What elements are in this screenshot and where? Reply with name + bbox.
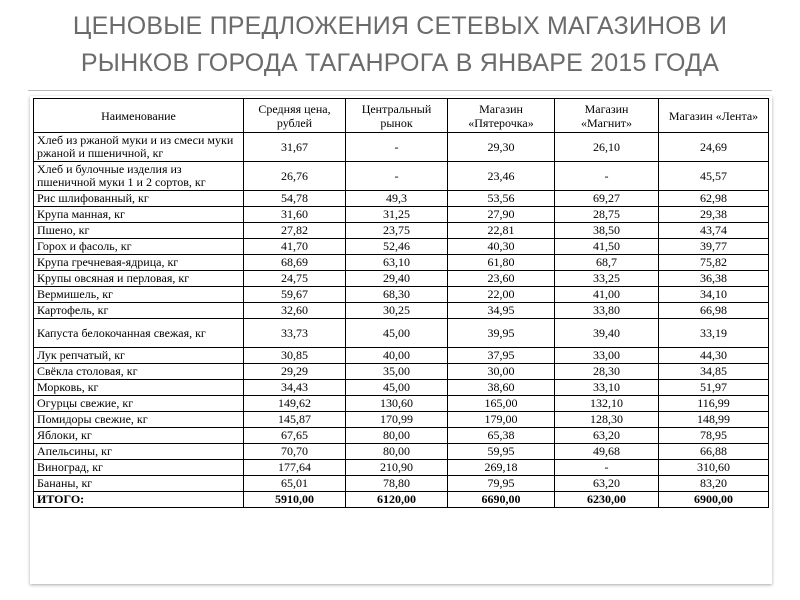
cell-lenta: 83,20 — [659, 476, 769, 492]
table-row — [34, 239, 769, 255]
cell-market: 31,25 — [346, 207, 448, 223]
cell-average: 31,60 — [244, 207, 346, 223]
cell-pyaterochka: 37,95 — [448, 348, 555, 364]
cell-name: Свёкла столовая, кг — [34, 364, 244, 380]
table-row — [34, 133, 769, 162]
cell-lenta: 33,19 — [659, 319, 769, 348]
cell-market: 68,30 — [346, 287, 448, 303]
cell-average: 41,70 — [244, 239, 346, 255]
cell-pyaterochka: 39,95 — [448, 319, 555, 348]
cell-magnit: 28,75 — [555, 207, 659, 223]
cell-lenta: 78,95 — [659, 428, 769, 444]
table-row — [34, 319, 769, 348]
cell-market: 63,10 — [346, 255, 448, 271]
cell-market: - — [346, 133, 448, 162]
header-lenta: Магазин «Лента» — [659, 99, 769, 133]
cell-lenta: 24,69 — [659, 133, 769, 162]
cell-magnit: 28,30 — [555, 364, 659, 380]
page-title — [0, 8, 800, 82]
cell-market: - — [346, 162, 448, 191]
cell-magnit: - — [555, 460, 659, 476]
table-row — [34, 348, 769, 364]
cell-average: 70,70 — [244, 444, 346, 460]
cell-market: 45,00 — [346, 319, 448, 348]
header-pyaterochka: Магазин «Пятерочка» — [448, 99, 555, 133]
cell-average: 177,64 — [244, 460, 346, 476]
cell-pyaterochka: 40,30 — [448, 239, 555, 255]
cell-pyaterochka: 59,95 — [448, 444, 555, 460]
cell-market: 49,3 — [346, 191, 448, 207]
table-row — [34, 412, 769, 428]
cell-average: 24,75 — [244, 271, 346, 287]
cell-pyaterochka: 30,00 — [448, 364, 555, 380]
cell-magnit: 132,10 — [555, 396, 659, 412]
cell-name: Помидоры свежие, кг — [34, 412, 244, 428]
total-lenta: 6900,00 — [659, 492, 769, 508]
table-row — [34, 476, 769, 492]
cell-name: Морковь, кг — [34, 380, 244, 396]
header-magnit: Магазин «Магнит» — [555, 99, 659, 133]
cell-magnit: 33,10 — [555, 380, 659, 396]
cell-lenta: 66,98 — [659, 303, 769, 319]
cell-pyaterochka: 61,80 — [448, 255, 555, 271]
cell-magnit: - — [555, 162, 659, 191]
price-table — [33, 98, 769, 508]
cell-lenta: 34,85 — [659, 364, 769, 380]
header-central-market: Центральный рынок — [346, 99, 448, 133]
cell-magnit: 33,80 — [555, 303, 659, 319]
cell-average: 54,78 — [244, 191, 346, 207]
cell-name: Картофель, кг — [34, 303, 244, 319]
cell-name: Рис шлифованный, кг — [34, 191, 244, 207]
cell-average: 30,85 — [244, 348, 346, 364]
table-row — [34, 191, 769, 207]
cell-pyaterochka: 269,18 — [448, 460, 555, 476]
cell-magnit: 41,00 — [555, 287, 659, 303]
header-name: Наименование — [34, 99, 244, 133]
table-row — [34, 380, 769, 396]
cell-name: Хлеб и булочные изделия из пшеничной муки 1 и 2 сортов, кг — [34, 162, 244, 191]
cell-average: 33,73 — [244, 319, 346, 348]
cell-lenta: 51,97 — [659, 380, 769, 396]
total-label: ИТОГО: — [34, 492, 244, 508]
cell-market: 45,00 — [346, 380, 448, 396]
cell-name: Апельсины, кг — [34, 444, 244, 460]
cell-market: 130,60 — [346, 396, 448, 412]
table-row — [34, 287, 769, 303]
cell-magnit: 69,27 — [555, 191, 659, 207]
page-title-line-1: ЦЕНОВЫЕ ПРЕДЛОЖЕНИЯ СЕТЕВЫХ МАГАЗИНОВ И — [72, 12, 728, 40]
cell-pyaterochka: 22,00 — [448, 287, 555, 303]
cell-magnit: 38,50 — [555, 223, 659, 239]
cell-market: 30,25 — [346, 303, 448, 319]
table-row — [34, 255, 769, 271]
cell-magnit: 128,30 — [555, 412, 659, 428]
cell-lenta: 39,77 — [659, 239, 769, 255]
cell-market: 29,40 — [346, 271, 448, 287]
cell-average: 32,60 — [244, 303, 346, 319]
cell-average: 59,67 — [244, 287, 346, 303]
cell-pyaterochka: 38,60 — [448, 380, 555, 396]
cell-average: 65,01 — [244, 476, 346, 492]
price-table-container — [30, 96, 772, 584]
total-market: 6120,00 — [346, 492, 448, 508]
title-divider — [28, 90, 772, 91]
cell-lenta: 45,57 — [659, 162, 769, 191]
cell-market: 80,00 — [346, 428, 448, 444]
cell-name: Крупа гречневая-ядрица, кг — [34, 255, 244, 271]
cell-market: 78,80 — [346, 476, 448, 492]
cell-name: Огурцы свежие, кг — [34, 396, 244, 412]
cell-name: Яблоки, кг — [34, 428, 244, 444]
table-total-row — [34, 492, 769, 508]
cell-market: 80,00 — [346, 444, 448, 460]
cell-name: Хлеб из ржаной муки и из смеси муки ржаной и пшеничной, кг — [34, 133, 244, 162]
cell-magnit: 39,40 — [555, 319, 659, 348]
cell-pyaterochka: 79,95 — [448, 476, 555, 492]
total-magnit: 6230,00 — [555, 492, 659, 508]
cell-lenta: 43,74 — [659, 223, 769, 239]
table-row — [34, 162, 769, 191]
cell-lenta: 36,38 — [659, 271, 769, 287]
table-row — [34, 271, 769, 287]
total-pyaterochka: 6690,00 — [448, 492, 555, 508]
cell-magnit: 41,50 — [555, 239, 659, 255]
cell-name: Лук репчатый, кг — [34, 348, 244, 364]
cell-magnit: 63,20 — [555, 428, 659, 444]
cell-average: 27,82 — [244, 223, 346, 239]
cell-average: 34,43 — [244, 380, 346, 396]
cell-market: 210,90 — [346, 460, 448, 476]
cell-name: Пшено, кг — [34, 223, 244, 239]
cell-magnit: 26,10 — [555, 133, 659, 162]
cell-name: Вермишель, кг — [34, 287, 244, 303]
cell-name: Бананы, кг — [34, 476, 244, 492]
cell-pyaterochka: 34,95 — [448, 303, 555, 319]
cell-average: 31,67 — [244, 133, 346, 162]
cell-magnit: 68,7 — [555, 255, 659, 271]
cell-average: 68,69 — [244, 255, 346, 271]
cell-name: Крупа манная, кг — [34, 207, 244, 223]
total-average: 5910,00 — [244, 492, 346, 508]
cell-lenta: 34,10 — [659, 287, 769, 303]
cell-average: 145,87 — [244, 412, 346, 428]
cell-name: Горох и фасоль, кг — [34, 239, 244, 255]
cell-lenta: 29,38 — [659, 207, 769, 223]
cell-pyaterochka: 165,00 — [448, 396, 555, 412]
cell-lenta: 44,30 — [659, 348, 769, 364]
cell-pyaterochka: 179,00 — [448, 412, 555, 428]
cell-pyaterochka: 65,38 — [448, 428, 555, 444]
cell-pyaterochka: 23,46 — [448, 162, 555, 191]
cell-name: Крупы овсяная и перловая, кг — [34, 271, 244, 287]
cell-magnit: 49,68 — [555, 444, 659, 460]
table-row — [34, 396, 769, 412]
table-row — [34, 207, 769, 223]
cell-lenta: 310,60 — [659, 460, 769, 476]
cell-lenta: 148,99 — [659, 412, 769, 428]
cell-lenta: 66,88 — [659, 444, 769, 460]
cell-pyaterochka: 53,56 — [448, 191, 555, 207]
cell-magnit: 33,25 — [555, 271, 659, 287]
cell-name: Виноград, кг — [34, 460, 244, 476]
cell-pyaterochka: 23,60 — [448, 271, 555, 287]
cell-average: 67,65 — [244, 428, 346, 444]
cell-market: 170,99 — [346, 412, 448, 428]
cell-average: 149,62 — [244, 396, 346, 412]
cell-name: Капуста белокочанная свежая, кг — [34, 319, 244, 348]
cell-average: 26,76 — [244, 162, 346, 191]
table-row — [34, 303, 769, 319]
cell-market: 52,46 — [346, 239, 448, 255]
cell-lenta: 62,98 — [659, 191, 769, 207]
cell-lenta: 75,82 — [659, 255, 769, 271]
cell-pyaterochka: 29,30 — [448, 133, 555, 162]
cell-market: 35,00 — [346, 364, 448, 380]
cell-market: 40,00 — [346, 348, 448, 364]
cell-average: 29,29 — [244, 364, 346, 380]
page-title-line-2: РЫНКОВ ГОРОДА ТАГАНРОГА В ЯНВАРЕ 2015 ГОДА — [80, 49, 720, 77]
cell-lenta: 116,99 — [659, 396, 769, 412]
cell-pyaterochka: 27,90 — [448, 207, 555, 223]
cell-market: 23,75 — [346, 223, 448, 239]
header-average-price: Средняя цена, рублей — [244, 99, 346, 133]
table-row — [34, 364, 769, 380]
table-row — [34, 444, 769, 460]
table-header-row — [34, 99, 769, 133]
cell-pyaterochka: 22,81 — [448, 223, 555, 239]
table-row — [34, 223, 769, 239]
cell-magnit: 63,20 — [555, 476, 659, 492]
table-row — [34, 428, 769, 444]
table-row — [34, 460, 769, 476]
cell-magnit: 33,00 — [555, 348, 659, 364]
